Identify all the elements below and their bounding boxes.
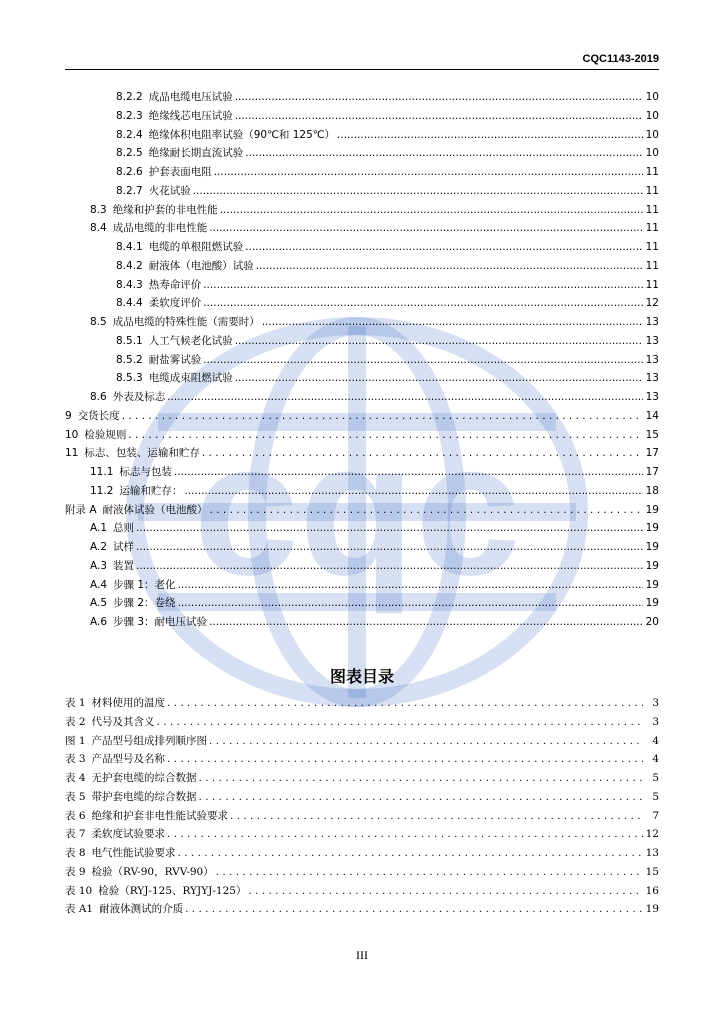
entry-number: 表 10 [65,884,93,897]
entry-title: 检验（RYJ-125、RYJYJ-125） [98,884,247,897]
entry-number: A.6 [90,616,108,628]
entry-title: 试样 [113,541,135,553]
dot-leader [202,444,643,463]
toc-entry[interactable] [65,126,659,145]
entry-page: 13 [645,847,659,859]
toc-entry[interactable] [65,519,659,538]
dot-leader [167,388,643,407]
entry-number: 8.2.7 [116,184,143,197]
entry-page: 17 [645,466,659,478]
entry-page: 11 [645,278,659,291]
entry-page: 20 [645,616,659,628]
entry-page: 19 [645,597,659,610]
toc-entry[interactable] [65,788,659,807]
entry-number: 表 4 [65,772,86,784]
toc-entry[interactable] [65,219,659,238]
dot-leader [178,576,643,595]
entry-title: 检验规则 [84,428,127,441]
entry-title: 交货长度 [77,409,120,422]
entry-page: 19 [645,503,659,516]
toc-entry[interactable] [65,807,659,826]
toc-entry[interactable] [65,332,659,351]
entry-number: 表 2 [65,715,86,728]
entry-page: 4 [652,753,659,766]
entry-title: 成品电缆电压试验 [148,91,233,103]
toc-entry[interactable] [65,613,659,632]
entry-title: 步骤 2：卷绕 [113,597,176,610]
entry-title: 耐液体（电池酸）试验 [148,259,254,272]
entry-number: 8.2.2 [116,91,143,103]
toc-entry[interactable] [65,882,659,901]
entry-number: 附录 A [65,503,97,516]
dot-leader [199,769,643,788]
entry-page: 13 [645,372,659,385]
dot-leader [216,863,643,882]
dot-leader [337,126,643,145]
entry-number: 8.4.3 [116,278,143,291]
table-of-contents [65,88,659,632]
entry-title: 耐盐雾试验 [148,353,202,366]
entry-page: 19 [645,578,659,591]
entry-title: 绝缘耐长期直流试验 [148,147,244,160]
entry-number: 8.4 [90,222,107,235]
entry-page: 15 [645,428,659,441]
dot-leader [199,788,643,807]
dot-leader [235,107,643,126]
entry-number: 表 1 [65,697,86,709]
entry-page: 19 [645,541,659,553]
toc-entry[interactable] [65,88,659,107]
entry-number: 8.6 [90,391,107,403]
entry-page: 19 [645,903,659,916]
entry-number: 8.2.6 [116,166,143,178]
toc-entry[interactable] [65,107,659,126]
header-rule [65,69,659,70]
entry-page: 11 [645,166,659,178]
dot-leader [174,463,643,482]
entry-number: 11 [65,447,79,460]
svg-text:cqc: cqc [193,403,521,615]
entry-title: 成品电缆的特殊性能（需要时） [112,316,260,328]
entry-number: 8.4.2 [116,259,143,272]
entry-title: 绝缘和护套的非电性能 [112,203,218,216]
toc-entry[interactable] [65,482,659,501]
entry-title: 标志与包装 [119,466,172,478]
toc-entry[interactable] [65,594,659,613]
dot-leader [262,313,643,332]
dot-leader [245,238,643,257]
toc-entry[interactable] [65,426,659,445]
entry-page: 19 [645,522,659,535]
toc-entry[interactable] [65,238,659,257]
entry-title: 人工气候老化试验 [148,334,233,347]
figures-heading: 图表目录 [329,667,394,686]
entry-title: 柔软度试验要求 [91,828,166,841]
toc-entry[interactable] [65,201,659,220]
toc-entry[interactable] [65,732,659,751]
entry-page: 12 [645,297,659,310]
entry-number: 表 8 [65,847,86,859]
entry-title: 电气性能试验要求 [91,847,176,859]
dot-leader [178,844,643,863]
entry-page: 19 [645,559,659,572]
entry-number: 8.2.5 [116,147,143,160]
entry-page: 10 [645,91,659,103]
toc-entry[interactable] [65,388,659,407]
page-number: III [356,948,368,962]
entry-number: 表 A1 [65,903,94,916]
entry-page: 11 [645,241,659,253]
dot-leader [209,219,643,238]
entry-page: 15 [645,865,659,878]
entry-page: 13 [645,334,659,347]
toc-entry[interactable] [65,257,659,276]
dot-leader [203,276,643,295]
entry-page: 3 [652,715,659,728]
toc-entry[interactable] [65,463,659,482]
entry-title: 护套表面电阻 [148,166,212,178]
toc-entry[interactable] [65,369,659,388]
entry-number: 8.4.4 [116,297,143,310]
entry-number: 8.5.1 [116,334,143,347]
entry-title: 带护套电缆的综合数据 [91,790,197,803]
entry-page: 11 [645,222,659,235]
dot-leader [245,144,643,163]
toc-entry[interactable] [65,313,659,332]
entry-title: 步骤 3：耐电压试验 [113,616,208,628]
entry-number: A.5 [90,597,108,610]
entry-title: 材料使用的温度 [91,697,166,709]
dot-leader [167,825,643,844]
entry-title: 无护套电缆的综合数据 [91,772,197,784]
entry-title: 步骤 1：老化 [113,578,176,591]
dot-leader [230,807,643,826]
dot-leader [209,732,643,751]
dot-leader [210,501,643,520]
entry-page: 13 [645,353,659,366]
toc-entry[interactable] [65,576,659,595]
entry-page: 11 [645,184,659,197]
entry-number: 表 7 [65,828,86,841]
entry-number: 11.2 [90,484,114,497]
entry-title: 外表及标志 [112,391,166,403]
entry-page: 14 [645,409,659,422]
entry-number: 表 5 [65,790,86,803]
dot-leader [209,613,643,632]
entry-page: 5 [652,790,659,803]
entry-number: 图 1 [65,734,86,747]
dot-leader [235,332,643,351]
dot-leader [235,369,643,388]
entry-title: 耐液体试验（电池酸） [102,503,208,516]
toc-entry[interactable] [65,144,659,163]
entry-page: 18 [645,484,659,497]
entry-page: 3 [652,697,659,709]
entry-title: 绝缘和护套非电性能试验要求 [91,809,229,822]
entry-page: 4 [652,734,659,747]
entry-title: 电缆的单根阻燃试验 [148,241,244,253]
entry-number: 8.3 [90,203,107,216]
toc-entry[interactable] [65,538,659,557]
entry-title: 产品型号及名称 [91,753,166,766]
entry-number: 11.1 [90,466,114,478]
dot-leader [136,538,643,557]
entry-number: 8.2.4 [116,128,143,141]
entry-title: 标志、包装、运输和贮存 [84,447,200,460]
entry-number: 9 [65,409,72,422]
entry-page: 11 [645,203,659,216]
entry-title: 耐液体测试的介质 [99,903,184,916]
entry-title: 绝缘体积电阻率试验（90℃和 125℃） [148,128,336,141]
toc-entry[interactable] [65,276,659,295]
entry-number: 8.5.2 [116,353,143,366]
entry-title: 热寿命评价 [148,278,202,291]
dot-leader [220,201,643,220]
toc-entry[interactable] [65,750,659,769]
entry-title: 运输和贮存： [119,484,183,497]
toc-entry[interactable] [65,182,659,201]
toc-entry[interactable] [65,351,659,370]
dot-leader [167,750,643,769]
dot-leader [157,713,643,732]
entry-number: 表 3 [65,753,86,766]
dot-leader [203,351,643,370]
entry-page: 13 [645,316,659,328]
entry-page: 10 [645,128,659,141]
toc-entry[interactable] [65,844,659,863]
toc-entry[interactable] [65,444,659,463]
entry-title: 装置 [113,559,135,572]
entry-title: 代号及其含义 [91,715,155,728]
entry-number: A.3 [90,559,108,572]
dot-leader [178,594,643,613]
toc-entry[interactable] [65,163,659,182]
dot-leader [167,694,643,713]
entry-title: 产品型号组成排列顺序图 [91,734,208,747]
toc-entry[interactable] [65,694,659,713]
entry-title: 成品电缆的非电性能 [112,222,208,235]
toc-entry[interactable] [65,407,659,426]
entry-page: 12 [645,828,659,841]
dot-leader [248,882,643,901]
dot-leader [185,900,643,919]
toc-entry[interactable] [65,863,659,882]
entry-page: 10 [645,109,659,122]
entry-title: 总则 [113,522,135,535]
entry-number: A.2 [90,541,108,553]
dot-leader [193,182,643,201]
dot-leader [184,482,643,501]
entry-page: 17 [645,447,659,460]
toc-entry[interactable] [65,769,659,788]
entry-number: 表 9 [65,865,86,878]
toc-entry[interactable] [65,501,659,520]
entry-number: 8.5.3 [116,372,143,385]
document-code: CQC1143-2019 [582,53,659,65]
entry-page: 5 [652,772,659,784]
dot-leader [256,257,643,276]
entry-title: 电缆成束阻燃试验 [148,372,233,385]
dot-leader [136,519,643,538]
entry-title: 绝缘线芯电压试验 [148,109,233,122]
dot-leader [203,294,643,313]
toc-entry[interactable] [65,713,659,732]
toc-entry[interactable] [65,900,659,919]
entry-page: 10 [645,147,659,160]
entry-number: 8.5 [90,316,107,328]
dot-leader [235,88,643,107]
entry-page: 16 [645,884,659,897]
entry-title: 火花试验 [148,184,191,197]
entry-number: 8.2.3 [116,109,143,122]
entry-page: 7 [652,809,659,822]
entry-title: 检验（RV-90，RVV-90） [91,865,214,878]
toc-entry[interactable] [65,294,659,313]
entry-number: 8.4.1 [116,241,143,253]
entry-title: 柔软度评价 [148,297,202,310]
list-of-figures-tables [65,694,659,919]
entry-page: 11 [645,259,659,272]
dot-leader [128,426,643,445]
entry-number: A.4 [90,578,108,591]
entry-number: A.1 [90,522,108,535]
entry-number: 10 [65,428,79,441]
dot-leader [214,163,643,182]
dot-leader [122,407,643,426]
dot-leader [136,557,643,576]
entry-number: 表 6 [65,809,86,822]
toc-entry[interactable] [65,825,659,844]
entry-page: 13 [645,391,659,403]
toc-entry[interactable] [65,557,659,576]
